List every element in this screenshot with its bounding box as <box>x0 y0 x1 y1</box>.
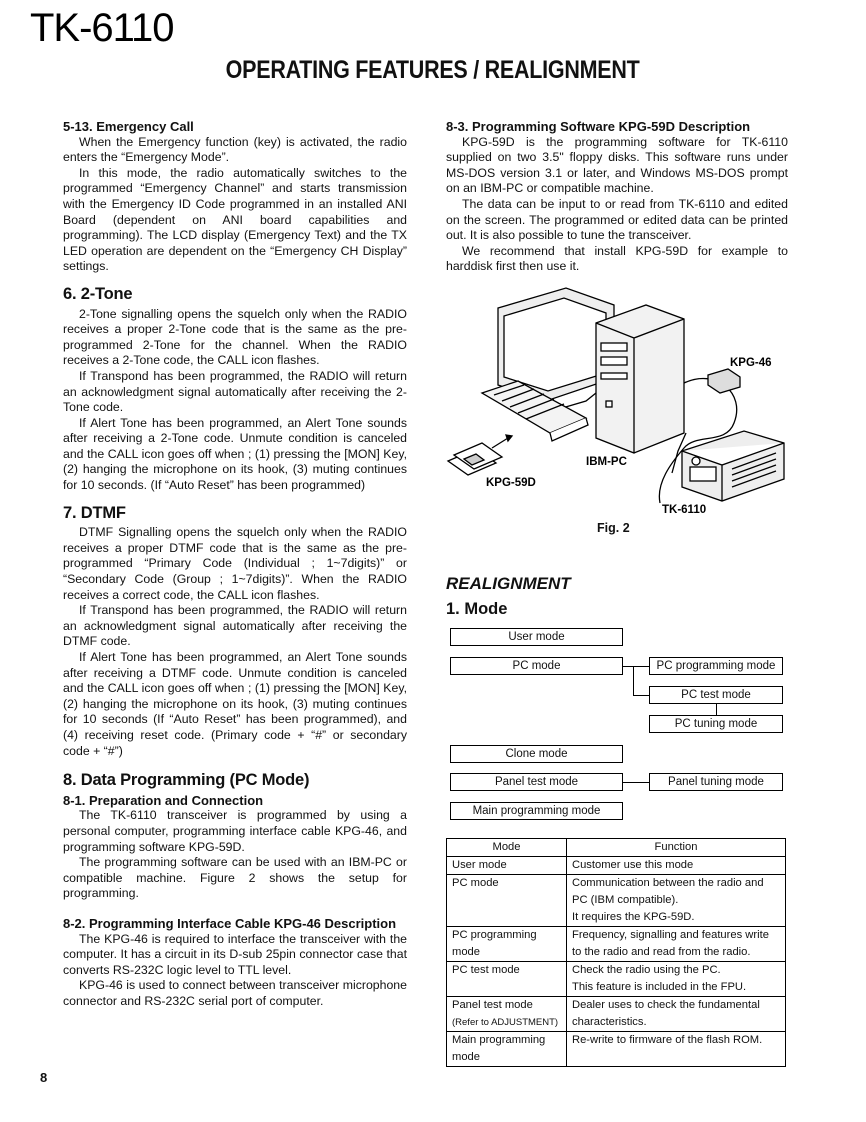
function-line: Check the radio using the PC. <box>572 964 721 976</box>
table-row <box>447 997 786 1032</box>
connector-line <box>623 782 649 783</box>
table-header-row <box>447 839 786 857</box>
connector-icon <box>708 369 740 393</box>
transceiver-icon <box>682 431 784 501</box>
cell-function: Re-write to firmware of the flash ROM. <box>567 1032 786 1067</box>
header-mode: Mode <box>447 839 567 857</box>
paragraph: If Transpond has been programmed, the RADIO will return an acknowledgment signal automatically after receiving the 2-Tone code. <box>63 368 407 415</box>
function-line: Communication between the radio and PC (IBM compatible). <box>572 877 764 906</box>
paragraph: In this mode, the radio automatically switches to the programmed “Emergency Channel” and starts transmission with the Emergency ID Code programmed in an installed ANI Board (dependent on ANI board capabilities and programming). The LCD display (Emergency Text) and the TX LED operation are dependent on the “Emergency CH Display” settings. <box>63 165 407 274</box>
heading-8-1: 8-1. Preparation and Connection <box>63 792 264 808</box>
heading-8-2: 8-2. Programming Interface Cable KPG-46 Description <box>63 915 397 931</box>
cell-function: Frequency, signalling and features write to the radio and read from the radio. <box>567 927 786 962</box>
cell-mode: PC programming mode <box>447 927 567 962</box>
paragraph: The programming software can be used with an IBM-PC or compatible machine. Figure 2 shows the setup for programming. <box>63 855 407 901</box>
box-pc-tuning-mode: PC tuning mode <box>649 715 783 733</box>
arrow-icon <box>492 438 508 448</box>
cell-mode: User mode <box>447 857 567 875</box>
page-number: 8 <box>40 1070 48 1085</box>
box-pc-programming-mode: PC programming mode <box>649 657 783 675</box>
heading-2-tone: 6. 2-Tone <box>63 284 133 303</box>
cell-function: Customer use this mode <box>567 857 786 875</box>
connector-line <box>623 666 649 667</box>
box-pc-mode: PC mode <box>450 657 623 675</box>
function-line: It requires the KPG-59D. <box>572 911 695 923</box>
paragraph: The TK-6110 transceiver is programmed by using a personal computer, programming interface cable KPG-46, and programming software KPG-59D. <box>63 808 407 854</box>
cell-function <box>567 962 786 997</box>
page-title: OPERATING FEATURES / REALIGNMENT <box>225 56 640 84</box>
function-line: This feature is included in the FPU. <box>572 981 747 993</box>
mode-line: Panel test mode <box>452 999 533 1011</box>
mode-table <box>446 838 786 1067</box>
model-name: TK-6110 <box>30 6 174 50</box>
cell-function <box>567 875 786 927</box>
mode-heading: 1. Mode <box>446 600 508 618</box>
connector-line <box>633 695 649 696</box>
cell-mode <box>447 997 567 1032</box>
pc-tower-icon <box>596 305 684 453</box>
box-panel-test-mode: Panel test mode <box>450 773 623 791</box>
label-tk6110: TK-6110 <box>662 504 707 516</box>
box-clone-mode: Clone mode <box>450 745 623 763</box>
realignment-heading: REALIGNMENT <box>446 574 571 593</box>
left-column <box>63 119 407 1009</box>
paragraph: We recommend that install KPG-59D for example to harddisk first then use it. <box>446 243 788 274</box>
paragraph: 2-Tone signalling opens the squelch only when the RADIO receives a proper 2-Tone code that is the same as the pre-programmed 2-Tone for the channel. When the RADIO receives a 2-Tone code, the CALL icon flashes. <box>63 306 407 368</box>
connector-line <box>633 666 634 695</box>
paragraph: If Transpond has been programmed, the RADIO will return an acknowledgment signal automatically after receiving the DTMF code. <box>63 603 407 649</box>
label-kpg46: KPG-46 <box>730 357 772 369</box>
paragraph: KPG-46 is used to connect between transceiver microphone connector and RS-232C serial port of computer. <box>63 978 407 1008</box>
figure-caption: Fig. 2 <box>597 521 630 535</box>
table-row <box>447 857 786 875</box>
cell-mode: PC test mode <box>447 962 567 997</box>
table-row <box>447 875 786 927</box>
box-user-mode: User mode <box>450 628 623 646</box>
setup-figure <box>446 283 788 518</box>
right-column <box>446 119 788 275</box>
paragraph: If Alert Tone has been programmed, an Alert Tone sounds after receiving a DTMF code. Unmute condition is canceled and the CALL icon goes off when ; (1) pressing the [MON] Key, (2) hanging the microphone on its hook, (3) muting continues for 10 seconds (If “Auto Reset” has been programmed), and (4) receiving reset code. (Primary code + “#” or secondary code + “#”) <box>63 650 407 758</box>
box-main-programming-mode: Main programming mode <box>450 802 623 820</box>
paragraph: KPG-59D is the programming software for TK-6110 supplied on two 3.5" floppy disks. This software runs under MS-DOS version 3.1 or later, and Windows MS-DOS prompt on an IBM-PC or compatible machine. <box>446 134 788 196</box>
paragraph: When the Emergency function (key) is activated, the radio enters the “Emergency Mode”. <box>63 134 407 165</box>
label-ibmpc: IBM-PC <box>586 456 627 468</box>
paragraph: DTMF Signalling opens the squelch only when the RADIO receives a proper DTMF code that is the same as the pre-programmed “Primary Code (Individual ; 1~7digits)” or “Secondary Code (Group ; 1~7digits)”. When the RADIO receives a correct code, the CALL icon flashes. <box>63 525 407 602</box>
heading-8-3: 8-3. Programming Software KPG-59D Description <box>446 119 751 134</box>
table-row <box>447 962 786 997</box>
heading-5-13: 5-13. Emergency Call <box>63 119 194 134</box>
box-pc-test-mode: PC test mode <box>649 686 783 704</box>
cell-function: Dealer uses to check the fundamental characteristics. <box>567 997 786 1032</box>
box-panel-tuning-mode: Panel tuning mode <box>649 773 783 791</box>
paragraph: The KPG-46 is required to interface the transceiver with the computer. It has a circuit in its D-sub 25pin connector case that converts RS-232C logic level to TTL level. <box>63 931 407 977</box>
header-function: Function <box>567 839 786 857</box>
heading-dtmf: 7. DTMF <box>63 503 126 522</box>
cell-mode: PC mode <box>447 875 567 927</box>
floppy-disk-icon <box>448 443 502 475</box>
heading-data-programming: 8. Data Programming (PC Mode) <box>63 771 310 790</box>
cell-mode: Main programming mode <box>447 1032 567 1067</box>
paragraph: If Alert Tone has been programmed, an Alert Tone sounds after receiving a 2-Tone code. Unmute condition is canceled and the CALL icon goes off when ; (1) pressing the [MON] Key, (2) hanging the microphone on its hook, (3) muting continues for 10 seconds. (If “Auto Reset” has been programmed) <box>63 415 407 493</box>
connector-line <box>716 704 717 715</box>
mode-note: (Refer to ADJUSTMENT) <box>452 1017 559 1028</box>
paragraph: The data can be input to or read from TK-6110 and edited on the screen. The programmed or edited data can be printed out. It is also possible to tune the transceiver. <box>446 196 788 243</box>
table-row <box>447 927 786 962</box>
label-kpg59d: KPG-59D <box>486 477 536 489</box>
table-row <box>447 1032 786 1067</box>
